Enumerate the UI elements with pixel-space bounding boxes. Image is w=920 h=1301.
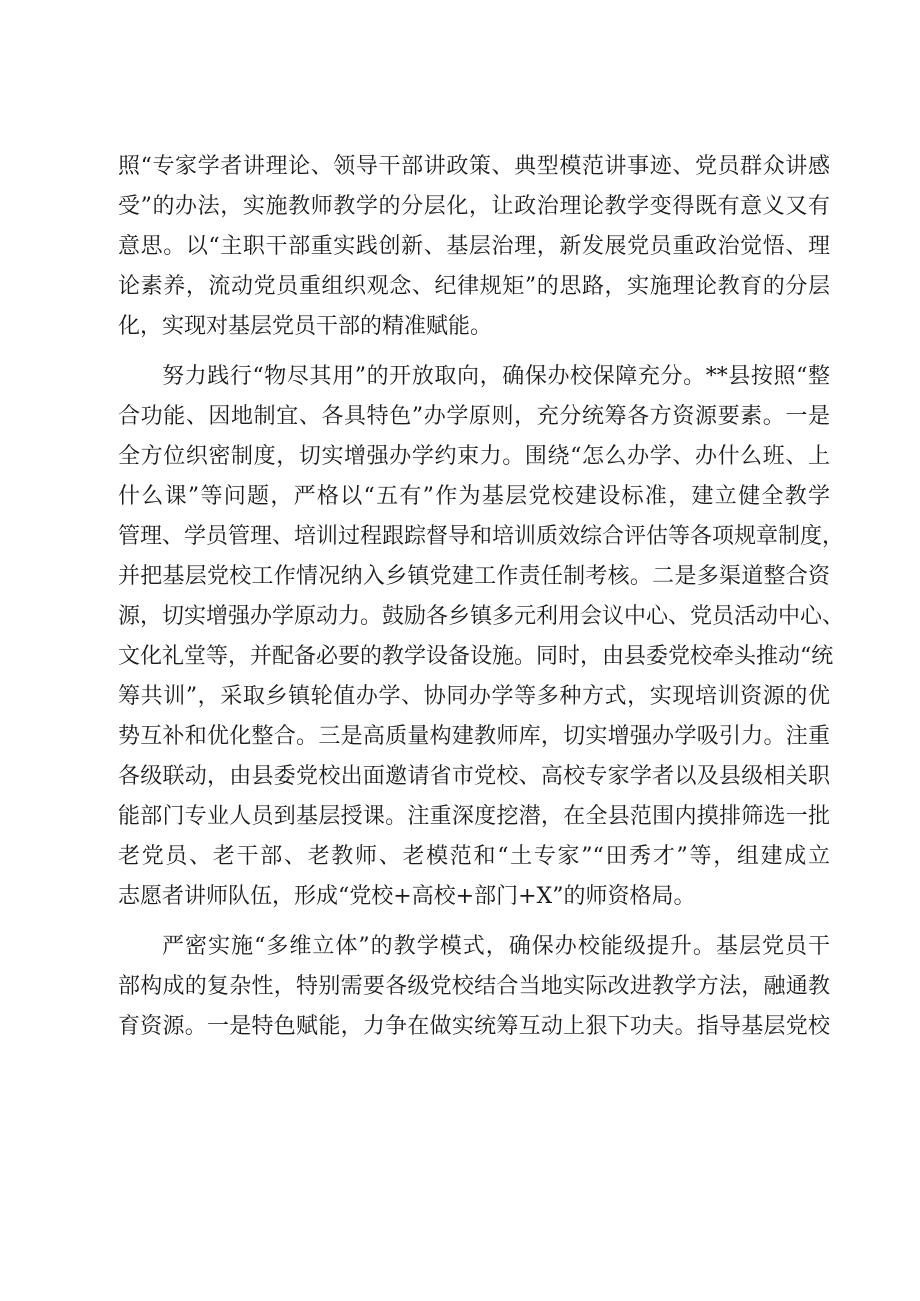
text-line: 育资源。一是特色赋能，力争在做实统筹互动上狠下功夫。指导基层党校: [118, 1014, 830, 1039]
text-line: 什么课”等问题，严格以“五有”作为基层党校建设标准，建立健全教学: [118, 484, 830, 509]
text-line: 合功能、因地制宜、各具特色”办学原则，充分统筹各方资源要素。一是: [118, 404, 830, 429]
text-line: 老党员、老干部、老教师、老模范和“土专家”“田秀才”等，组建成立: [118, 844, 830, 869]
paragraph-2: [118, 357, 845, 917]
text-line: 部构成的复杂性，特别需要各级党校结合当地实际改进教学方法，融通教: [118, 974, 830, 999]
text-line: 化，实现对基层党员干部的精准赋能。: [118, 314, 493, 339]
text-line: 全方位织密制度，切实增强办学约束力。围绕“怎么办学、办什么班、上: [118, 444, 830, 469]
text-line: 筹共训”，采取乡镇轮值办学、协同办学等多种方式，实现培训资源的优: [118, 684, 830, 709]
text-line: 文化礼堂等，并配备必要的教学设备设施。同时，由县委党校牵头推动“统: [118, 644, 834, 669]
text-line: 论素养，流动党员重组织观念、纪律规矩”的思路，实施理论教育的分层: [118, 274, 830, 299]
text-line: 志愿者讲师队伍，形成“党校+高校+部门+X”的师资格局。: [118, 884, 696, 909]
paragraph-3: [118, 927, 830, 1047]
text-line: 照“专家学者讲理论、领导干部讲政策、典型模范讲事迹、党员群众讲感: [118, 154, 830, 179]
text-line: 并把基层党校工作情况纳入乡镇党建工作责任制考核。二是多渠道整合资: [118, 564, 830, 589]
text-line: 受”的办法，实施教师教学的分层化，让政治理论教学变得既有意义又有: [118, 194, 830, 219]
paragraph-1: [118, 147, 830, 347]
text-line: 势互补和优化整合。三是高质量构建教师库，切实增强办学吸引力。注重: [118, 724, 830, 749]
document-body: [118, 147, 845, 1047]
text-line: 各级联动，由县委党校出面邀请省市党校、高校专家学者以及县级相关职: [118, 764, 830, 789]
text-line: 管理、学员管理、培训过程跟踪督导和培训质效综合评估等各项规章制度，: [118, 524, 845, 549]
text-line: 源，切实增强办学原动力。鼓励各乡镇多元利用会议中心、党员活动中心、: [118, 604, 845, 629]
text-line: 能部门专业人员到基层授课。注重深度挖潜，在全县范围内摸排筛选一批: [118, 804, 830, 829]
text-line: 意思。以“主职干部重实践创新、基层治理，新发展党员重政治觉悟、理: [118, 234, 830, 259]
text-line: 努力践行“物尽其用”的开放取向，确保办校保障充分。**县按照“整: [162, 364, 830, 389]
text-line: 严密实施“多维立体”的教学模式，确保办校能级提升。基层党员干: [162, 934, 830, 959]
